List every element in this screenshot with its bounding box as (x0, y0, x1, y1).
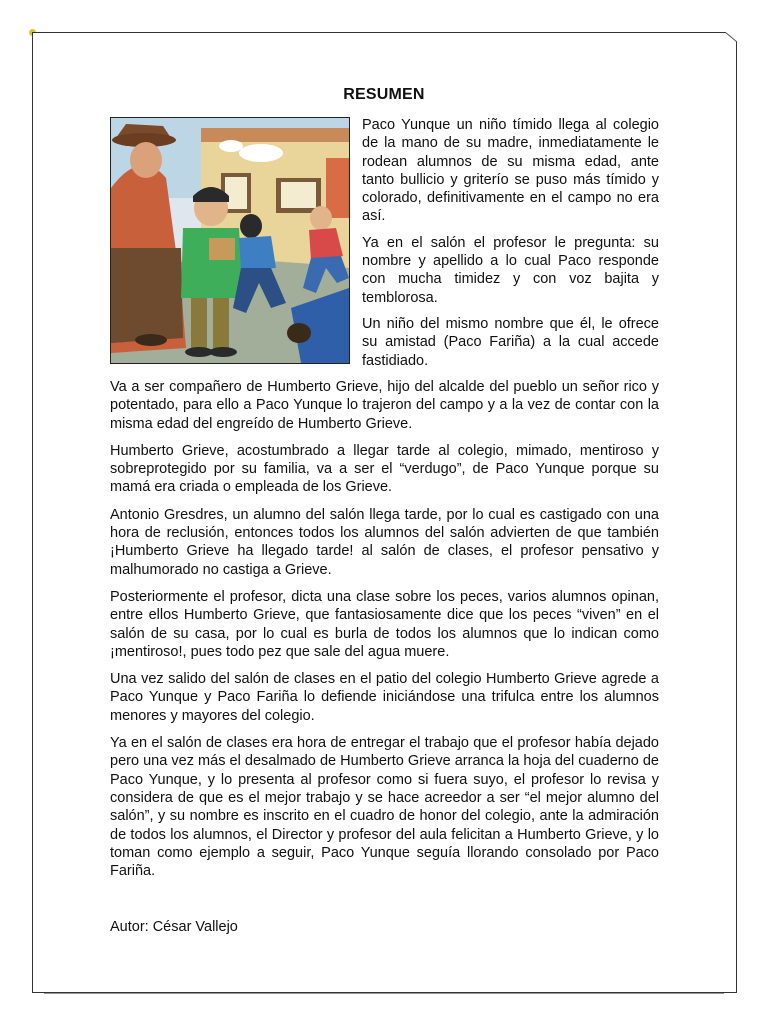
body-paragraphs (110, 378, 659, 889)
paragraph: Paco Yunque un niño tímido llega al colegio de la mano de su madre, inmediatamente le rodean alumnos de su misma edad, ante tanto bullicio y griterío se puso más tímido y colorado, definitivamente en el campo no era así. (362, 117, 659, 225)
side-paragraphs (362, 116, 659, 378)
page-fold-icon (725, 32, 737, 42)
author-line: Autor: César Vallejo (110, 919, 238, 935)
paragraph: Posteriormente el profesor, dicta una clase sobre los peces, varios alumnos opinan, entre ellos Humberto Grieve, que fantasiosamente dice que los peces “viven” en el salón de su casa, por lo cual es burla de todos los alumnos que lo indican como ¡mentiroso!, pues todo pez que sale del agua muere. (110, 588, 659, 660)
bottom-rule (44, 993, 724, 994)
paragraph: Un niño del mismo nombre que él, le ofrece su amistad (Paco Fariña) a la cual accede fastidiado. (362, 315, 659, 369)
paragraph: Ya en el salón de clases era hora de entregar el trabajo que el profesor había dejado pero una vez más el desalmado de Humberto Grieve arranca la hoja del cuaderno de Paco Yunque, y lo presenta al profesor como si fuera suyo, el profesor lo revisa y considera de que es el mejor trabajo y se hace acreedor a ser “el mejor alumno del salón”, y su nombre es inscrito en el cuadro de honor del colegio, ante la admiración de todos los alumnos, el Director y profesor del aula felicitan a Humberto Grieve, y lo toman como ejemplo a seguir, Paco Yunque seguía llorando consolado por Paco Fariña. (110, 735, 659, 880)
document-title: RESUMEN (343, 86, 425, 103)
story-illustration (110, 117, 350, 364)
paragraph: Ya en el salón el profesor le pregunta: su nombre y apellido a lo cual Paco responde con mucha timidez y con voz bajita y temblorosa. (362, 234, 659, 306)
paragraph: Va a ser compañero de Humberto Grieve, hijo del alcalde del pueblo un señor rico y potentado, para ello a Paco Yunque lo trajeron del campo y a la vez de contar con la misma edad del engreído de Humberto Grieve. (110, 379, 659, 432)
paragraph: Humberto Grieve, acostumbrado a llegar tarde al colegio, mimado, mentiroso y sobreprotegido por su familia, va a ser el “verdugo”, de Paco Yunque porque su mamá era criada o empleada de los Grieve. (110, 442, 659, 496)
paragraph: Una vez salido del salón de clases en el patio del colegio Humberto Grieve agrede a Paco Yunque y Paco Fariña lo defiende iniciándose una trifulca entre los alumnos menores y mayores del colegio. (110, 671, 659, 724)
paragraph: Antonio Gresdres, un alumno del salón llega tarde, por lo cual es castigado con una hora de reclusión, entonces todos los alumnos del salón advierten de que también ¡Humberto Grieve ha llegado tarde! al salón de clases, el profesor pensativo y malhumorado no castiga a Grieve. (110, 506, 659, 578)
